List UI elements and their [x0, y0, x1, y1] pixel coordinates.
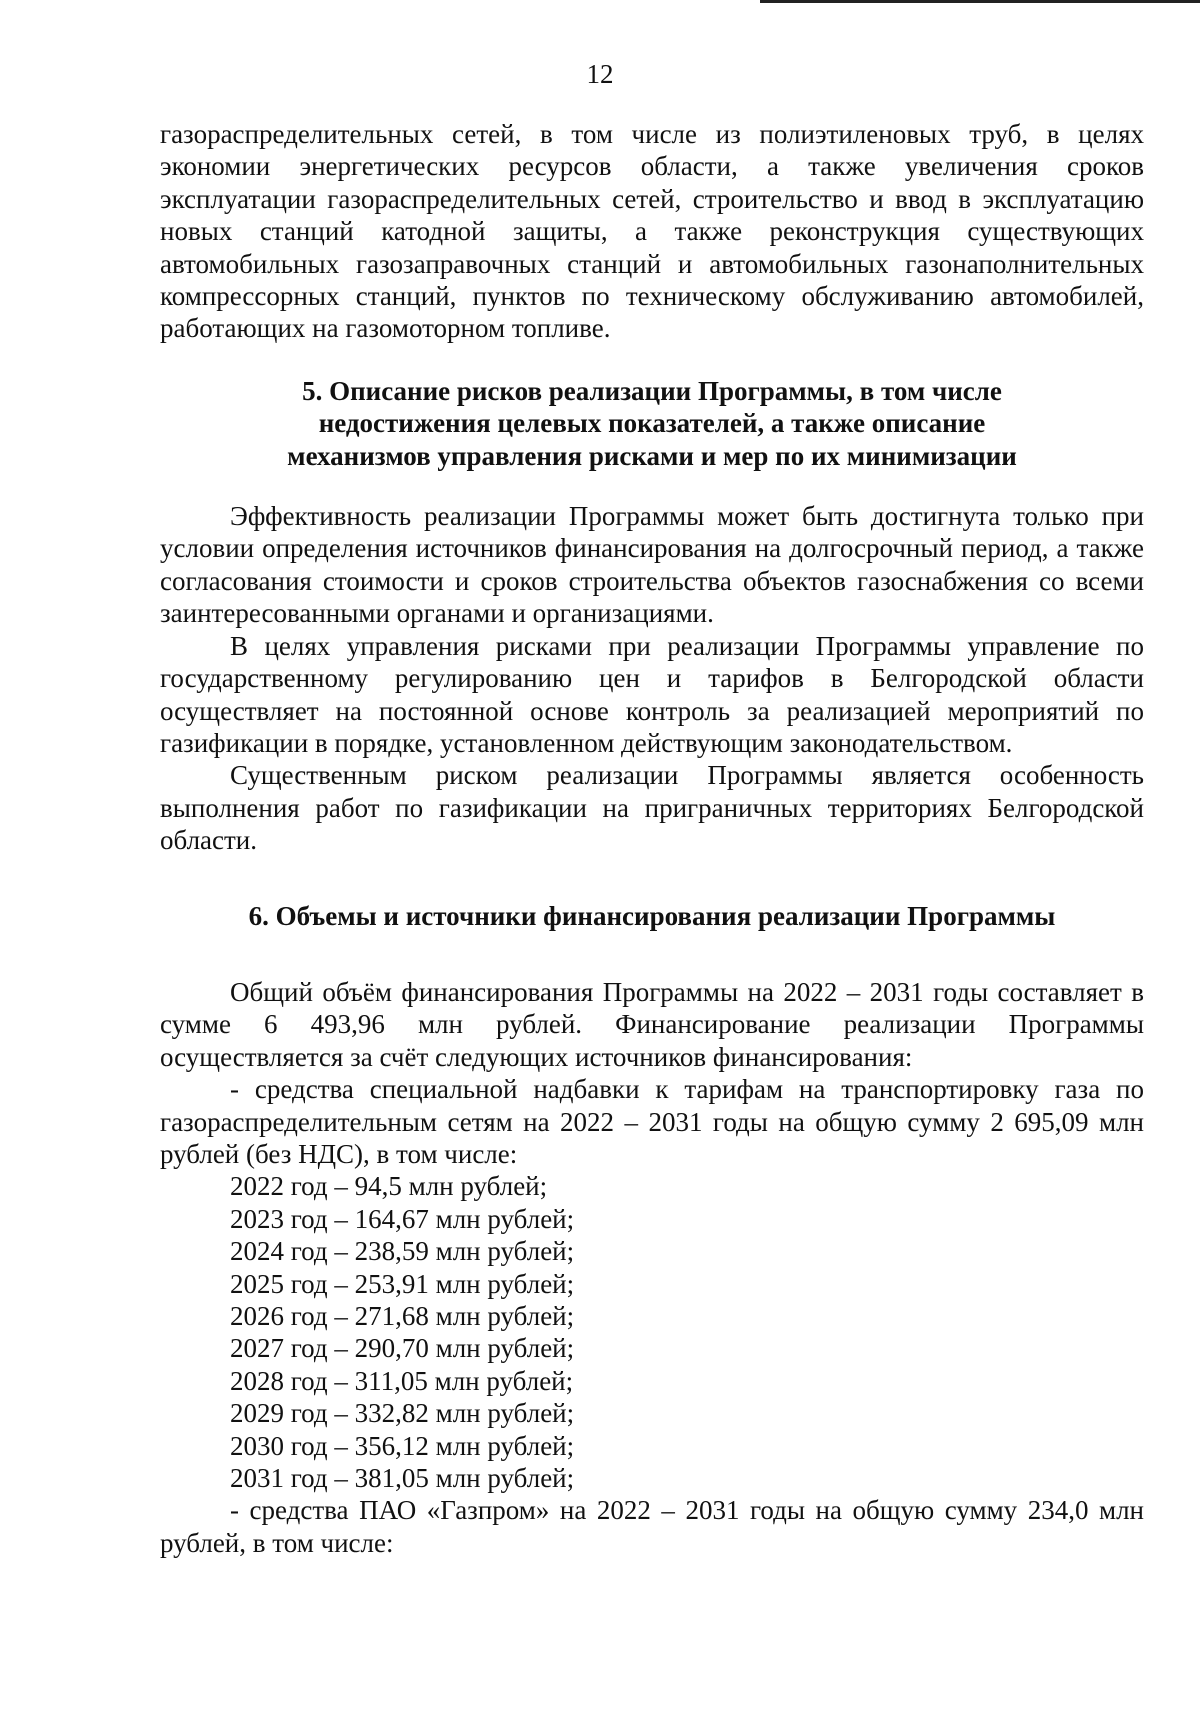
top-border-line: [760, 0, 1200, 3]
list-item: 2029 год – 332,82 млн рублей;: [230, 1398, 575, 1429]
section-5-heading: [160, 375, 1144, 472]
intro-paragraph: газораспределительных сетей, в том числе из полиэтиленовых труб, в целях экономии энергетических ресурсов области, а также увеличения сроков эксплуатации газораспределительных сетей, строительство и ввод в эксплуатацию новых станций катодной защиты, а также реконструкция существующих автомобильных газозаправочных станций и автомобильных газонаполнительных компрессорных станций, пунктов по техническому обслуживанию автомобилей, работающих на газомоторном топливе.: [160, 119, 1144, 344]
list-item: 2030 год – 356,12 млн рублей;: [230, 1430, 575, 1461]
section-5-heading-line: недостижения целевых показателей, а также описание: [318, 408, 986, 439]
list-item: 2026 год – 271,68 млн рублей;: [230, 1301, 575, 1331]
list-item: 2022 год – 94,5 млн рублей;: [230, 1171, 548, 1202]
section-6-heading: 6. Объемы и источники финансирования реализации Программы: [248, 900, 1056, 931]
list-item: 2023 год – 164,67 млн рублей;: [230, 1203, 575, 1234]
section-6-paragraph: - средства специальной надбавки к тарифам на транспортировку газа по газораспределительным сетям на 2022 – 2031 годы на общую сумму 2 695,09 млн рублей (без НДС), в том числе:: [160, 1074, 1144, 1169]
section-5-paragraph: Существенным риском реализации Программы является особенность выполнения работ по газификации на приграничных территориях Белгородской области.: [160, 760, 1144, 856]
gazprom-funding-paragraph: - средства ПАО «Газпром» на 2022 – 2031 годы на общую сумму 234,0 млн рублей, в том числе:: [160, 1495, 1144, 1558]
document-body: [160, 118, 1144, 1559]
list-item: 2024 год – 238,59 млн рублей;: [230, 1236, 575, 1267]
list-item: 2027 год – 290,70 млн рублей;: [230, 1333, 575, 1364]
list-item: 2028 год – 311,05 млн рублей;: [230, 1365, 574, 1396]
section-5-heading-line: 5. Описание рисков реализации Программы, в том числе: [302, 375, 1002, 406]
funding-by-year-list: [160, 1170, 1144, 1494]
section-5-paragraph: В целях управления рисками при реализации Программы управление по государственному регулированию цен и тарифов в Белгородской области осуществляет на постоянной основе контроль за реализацией мероприятий по газификации в порядке, установленном действующим законодательством.: [160, 630, 1144, 758]
list-item: 2025 год – 253,91 млн рублей;: [230, 1268, 575, 1299]
section-6-paragraph: Общий объём финансирования Программы на 2022 – 2031 годы составляет в сумме 6 493,96 млн рублей. Финансирование реализации Программы осуществляется за счёт следующих источников финансирования:: [160, 976, 1144, 1072]
list-item: 2031 год – 381,05 млн рублей;: [230, 1463, 575, 1494]
page-number: 12: [586, 59, 614, 89]
section-5-paragraph: Эффективность реализации Программы может быть достигнута только при условии определения источников финансирования на долгосрочный период, а также согласования стоимости и сроков строительства объектов газоснабжения со всеми заинтересованными органами и организациями.: [160, 501, 1144, 629]
section-5-heading-line: механизмов управления рисками и мер по их минимизации: [287, 440, 1017, 471]
